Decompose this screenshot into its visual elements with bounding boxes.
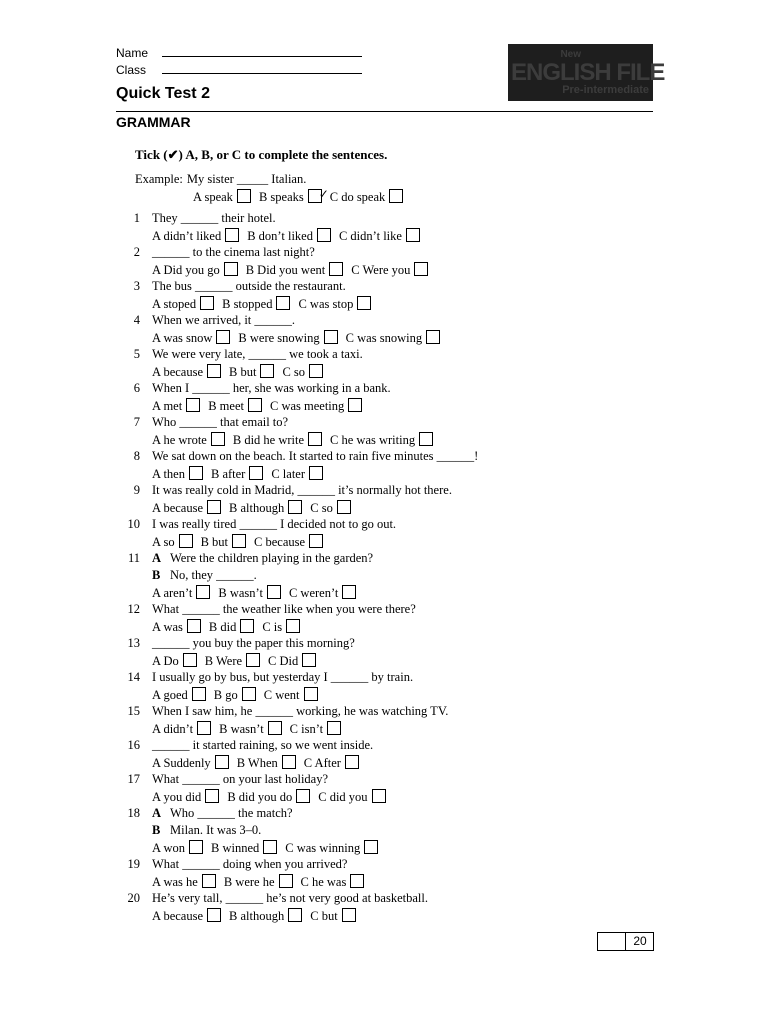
option-label: B although bbox=[229, 909, 285, 923]
answer-checkbox[interactable] bbox=[348, 398, 362, 412]
answer-option[interactable] bbox=[152, 534, 193, 550]
option-label: B although bbox=[229, 501, 285, 515]
options-row bbox=[152, 687, 326, 703]
answer-checkbox[interactable] bbox=[317, 228, 331, 242]
question-number: 5 bbox=[133, 347, 140, 361]
answer-option[interactable] bbox=[238, 330, 337, 346]
option-label: C is bbox=[262, 620, 283, 634]
answer-checkbox[interactable] bbox=[342, 908, 356, 922]
option-label: A speak bbox=[193, 190, 233, 204]
answer-option[interactable] bbox=[152, 466, 203, 482]
answer-option[interactable] bbox=[301, 874, 365, 890]
answer-option[interactable] bbox=[233, 432, 322, 448]
option-label: A because bbox=[152, 365, 204, 379]
option-label: A didn’t liked bbox=[152, 229, 222, 243]
option-label: A Do bbox=[152, 654, 179, 668]
answer-option[interactable] bbox=[152, 619, 201, 635]
answer-option[interactable] bbox=[330, 432, 433, 448]
option-label: A met bbox=[152, 399, 183, 413]
dialog-text: Were the children playing in the garden? bbox=[170, 551, 374, 565]
question-number: 4 bbox=[133, 313, 140, 327]
answer-option[interactable] bbox=[152, 687, 206, 703]
options-row bbox=[152, 364, 331, 380]
answer-option[interactable] bbox=[152, 364, 221, 380]
dialog-line bbox=[152, 823, 261, 838]
title-divider bbox=[116, 111, 653, 112]
option-label: C was snowing bbox=[345, 331, 423, 345]
answer-option[interactable] bbox=[201, 534, 246, 550]
logo-new: New bbox=[560, 49, 581, 60]
answer-checkbox[interactable] bbox=[302, 653, 316, 667]
option-label: B don’t liked bbox=[247, 229, 313, 243]
answer-option[interactable] bbox=[246, 262, 344, 278]
answer-checkbox[interactable] bbox=[364, 840, 378, 854]
option-label: A was snow bbox=[152, 331, 213, 345]
option-label: B after bbox=[210, 467, 246, 481]
answer-option[interactable] bbox=[258, 187, 329, 205]
name-label: Name bbox=[116, 46, 149, 60]
answer-checkbox[interactable] bbox=[304, 687, 318, 701]
answer-checkbox[interactable] bbox=[207, 364, 221, 378]
option-label: A was bbox=[152, 620, 183, 634]
options-row bbox=[152, 840, 386, 856]
answer-checkbox[interactable] bbox=[372, 789, 386, 803]
option-label: C was meeting bbox=[269, 399, 345, 413]
answer-checkbox[interactable] bbox=[186, 398, 200, 412]
answer-option[interactable] bbox=[211, 840, 277, 856]
answer-checkbox[interactable] bbox=[357, 296, 371, 310]
question-stem: What ______ the weather like when you were there? bbox=[152, 602, 416, 616]
question-stem: When we arrived, it ______. bbox=[152, 313, 296, 327]
answer-checkbox[interactable] bbox=[224, 262, 238, 276]
speaker-label: B bbox=[152, 568, 161, 582]
dialog-text: No, they ______. bbox=[170, 568, 257, 582]
speaker-label: A bbox=[152, 551, 162, 565]
question-stem: I usually go by bus, but yesterday I ______ by train. bbox=[152, 670, 414, 684]
class-label: Class bbox=[116, 63, 147, 77]
answer-checkbox[interactable] bbox=[308, 187, 329, 203]
speaker-label: B bbox=[152, 823, 161, 837]
option-label: A Did you go bbox=[152, 263, 220, 277]
answer-checkbox[interactable] bbox=[329, 262, 343, 276]
answer-checkbox[interactable] bbox=[202, 874, 216, 888]
question-number: 18 bbox=[127, 806, 140, 820]
speaker-label: A bbox=[152, 806, 162, 820]
score-box bbox=[597, 932, 654, 951]
options-row bbox=[152, 653, 324, 669]
answer-checkbox[interactable] bbox=[211, 432, 225, 446]
class-line[interactable] bbox=[162, 63, 362, 74]
question-number: 6 bbox=[133, 381, 140, 395]
question-number: 20 bbox=[127, 891, 140, 905]
dialog-line bbox=[152, 551, 373, 566]
example-stem: My sister _____ Italian. bbox=[186, 172, 307, 186]
question-stem: Who ______ that email to? bbox=[152, 415, 289, 429]
answer-checkbox[interactable] bbox=[327, 721, 341, 735]
english-file-logo bbox=[508, 44, 665, 101]
answer-checkbox[interactable] bbox=[240, 619, 254, 633]
answer-option[interactable] bbox=[152, 755, 229, 771]
answer-checkbox[interactable] bbox=[282, 755, 296, 769]
question-stem: When I saw him, he ______ working, he was watching TV. bbox=[152, 704, 449, 718]
answer-option[interactable] bbox=[219, 721, 282, 737]
question-number: 10 bbox=[127, 517, 140, 531]
answer-checkbox[interactable] bbox=[200, 296, 214, 310]
answer-option[interactable] bbox=[152, 262, 238, 278]
tick-icon: ✓ bbox=[318, 187, 329, 201]
answer-checkbox[interactable] bbox=[187, 619, 201, 633]
answer-option[interactable] bbox=[270, 398, 362, 414]
question-number: 9 bbox=[133, 483, 140, 497]
question-number: 19 bbox=[127, 857, 140, 871]
option-label: A because bbox=[152, 501, 204, 515]
question-number: 7 bbox=[133, 415, 140, 429]
question-number: 13 bbox=[127, 636, 140, 650]
name-line[interactable] bbox=[162, 46, 362, 57]
answer-option[interactable] bbox=[229, 364, 274, 380]
option-label: C was winning bbox=[285, 841, 361, 855]
question-stem: ______ it started raining, so we went inside. bbox=[152, 738, 374, 752]
options-row bbox=[152, 908, 364, 924]
dialog-text: Who ______ the match? bbox=[170, 806, 293, 820]
answer-option[interactable] bbox=[318, 789, 385, 805]
question-stem: They ______ their hotel. bbox=[152, 211, 276, 225]
question-number: 16 bbox=[127, 738, 140, 752]
answer-option[interactable] bbox=[205, 653, 260, 669]
question-number: 15 bbox=[127, 704, 140, 718]
answer-option[interactable] bbox=[152, 228, 239, 244]
option-label: A aren’t bbox=[152, 586, 193, 600]
option-label: C but bbox=[310, 909, 338, 923]
answer-checkbox[interactable] bbox=[215, 755, 229, 769]
example-prefix: Example: bbox=[135, 172, 183, 186]
answer-option[interactable] bbox=[152, 653, 197, 669]
answer-option[interactable] bbox=[310, 500, 351, 516]
options-row bbox=[152, 721, 349, 737]
option-label: B Did you went bbox=[245, 263, 326, 277]
option-label: A won bbox=[152, 841, 185, 855]
logo-level: Pre-intermediate bbox=[562, 84, 649, 96]
section-heading: GRAMMAR bbox=[116, 114, 191, 130]
option-label: C didn’t like bbox=[338, 229, 402, 243]
option-label: A so bbox=[152, 535, 175, 549]
option-label: C because bbox=[254, 535, 306, 549]
answer-checkbox[interactable] bbox=[237, 189, 251, 203]
option-label: C went bbox=[263, 688, 300, 702]
class-field[interactable] bbox=[116, 63, 362, 77]
question-stem: He’s very tall, ______ he’s not very good at basketball. bbox=[152, 891, 428, 905]
answer-checkbox[interactable] bbox=[242, 687, 256, 701]
option-label: B did bbox=[208, 620, 237, 634]
page-title: Quick Test 2 bbox=[116, 85, 210, 102]
dialog-text: Milan. It was 3–0. bbox=[170, 823, 262, 837]
option-label: C so bbox=[282, 365, 306, 379]
answer-checkbox[interactable] bbox=[205, 789, 219, 803]
answer-option[interactable] bbox=[152, 398, 200, 414]
option-label: C do speak bbox=[329, 190, 386, 204]
answer-option[interactable] bbox=[351, 262, 428, 278]
answer-checkbox[interactable] bbox=[309, 466, 323, 480]
option-label: C did you bbox=[318, 790, 368, 804]
option-label: A was he bbox=[152, 875, 198, 889]
answer-option[interactable] bbox=[237, 755, 296, 771]
answer-checkbox[interactable] bbox=[288, 908, 302, 922]
answer-option[interactable] bbox=[152, 874, 216, 890]
answer-option[interactable] bbox=[222, 296, 290, 312]
answer-option[interactable] bbox=[229, 500, 302, 516]
option-label: B wasn’t bbox=[219, 722, 264, 736]
option-label: B were he bbox=[223, 875, 275, 889]
answer-checkbox[interactable] bbox=[232, 534, 246, 548]
option-label: A Suddenly bbox=[152, 756, 211, 770]
answer-checkbox[interactable] bbox=[216, 330, 230, 344]
question-number: 12 bbox=[127, 602, 140, 616]
option-label: C was stop bbox=[298, 297, 354, 311]
option-label: C After bbox=[303, 756, 341, 770]
answer-option[interactable] bbox=[227, 789, 310, 805]
option-label: B go bbox=[213, 688, 238, 702]
answer-checkbox[interactable] bbox=[406, 228, 420, 242]
answer-option[interactable] bbox=[193, 189, 251, 205]
answer-checkbox[interactable] bbox=[189, 466, 203, 480]
option-label: B wasn’t bbox=[218, 586, 263, 600]
answer-option[interactable] bbox=[152, 908, 221, 924]
option-label: A then bbox=[152, 467, 185, 481]
answer-checkbox[interactable] bbox=[267, 585, 281, 599]
answer-checkbox[interactable] bbox=[183, 653, 197, 667]
answer-option[interactable] bbox=[152, 840, 203, 856]
answer-checkbox[interactable] bbox=[225, 228, 239, 242]
option-label: A stoped bbox=[152, 297, 197, 311]
answer-checkbox[interactable] bbox=[389, 189, 403, 203]
option-label: B speaks bbox=[258, 190, 304, 204]
question-stem: We were very late, ______ we took a taxi. bbox=[152, 347, 363, 361]
question-stem: We sat down on the beach. It started to rain five minutes ______! bbox=[152, 449, 479, 463]
answer-option[interactable] bbox=[330, 189, 404, 205]
answer-checkbox[interactable] bbox=[197, 721, 211, 735]
answer-option[interactable] bbox=[247, 228, 331, 244]
option-label: B Were bbox=[204, 654, 243, 668]
answer-checkbox[interactable] bbox=[207, 500, 221, 514]
options-row bbox=[152, 432, 441, 448]
question-number: 3 bbox=[133, 279, 140, 293]
answer-option[interactable] bbox=[224, 874, 293, 890]
answer-checkbox[interactable] bbox=[207, 908, 221, 922]
option-label: B but bbox=[229, 365, 257, 379]
question-number: 2 bbox=[133, 245, 140, 259]
options-row bbox=[193, 189, 411, 205]
logo-brand: ENGLISH FILE bbox=[511, 59, 665, 86]
name-field[interactable] bbox=[116, 46, 362, 60]
options-row bbox=[152, 500, 359, 516]
answer-option[interactable] bbox=[152, 500, 221, 516]
answer-option[interactable] bbox=[152, 585, 210, 601]
option-label: C he was bbox=[300, 875, 347, 889]
question-stem: It was really cold in Madrid, ______ it’s normally hot there. bbox=[152, 483, 452, 497]
answer-checkbox[interactable] bbox=[189, 840, 203, 854]
answer-option[interactable] bbox=[310, 908, 355, 924]
question-number: 14 bbox=[127, 670, 140, 684]
answer-option[interactable] bbox=[211, 466, 263, 482]
option-label: B winned bbox=[211, 841, 260, 855]
answer-option[interactable] bbox=[282, 364, 323, 380]
answer-option[interactable] bbox=[304, 755, 359, 771]
options-row bbox=[152, 466, 331, 482]
answer-option[interactable] bbox=[218, 585, 281, 601]
answer-option[interactable] bbox=[152, 330, 230, 346]
option-label: C weren’t bbox=[288, 586, 339, 600]
answer-checkbox[interactable] bbox=[276, 296, 290, 310]
option-label: A because bbox=[152, 909, 204, 923]
answer-option[interactable] bbox=[152, 721, 211, 737]
score-total: 20 bbox=[633, 934, 647, 948]
question-number: 8 bbox=[133, 449, 140, 463]
option-label: A he wrote bbox=[152, 433, 207, 447]
answer-option[interactable] bbox=[339, 228, 420, 244]
answer-checkbox[interactable] bbox=[345, 755, 359, 769]
option-label: C Were you bbox=[351, 263, 411, 277]
answer-option[interactable] bbox=[268, 653, 316, 669]
answer-checkbox[interactable] bbox=[337, 500, 351, 514]
answer-option[interactable] bbox=[208, 398, 262, 414]
question-stem: The bus ______ outside the restaurant. bbox=[152, 279, 346, 293]
option-label: B did he write bbox=[232, 433, 305, 447]
answer-checkbox[interactable] bbox=[196, 585, 210, 599]
answer-checkbox[interactable] bbox=[324, 330, 338, 344]
question-stem: ______ you buy the paper this morning? bbox=[152, 636, 355, 650]
question-number: 1 bbox=[133, 211, 140, 225]
answer-option[interactable] bbox=[285, 840, 378, 856]
option-label: A goed bbox=[152, 688, 188, 702]
options-row bbox=[152, 789, 394, 805]
answer-option[interactable] bbox=[254, 534, 323, 550]
answer-option[interactable] bbox=[264, 687, 318, 703]
score-input[interactable] bbox=[598, 933, 625, 950]
answer-checkbox[interactable] bbox=[246, 653, 260, 667]
answer-option[interactable] bbox=[298, 296, 371, 312]
answer-checkbox[interactable] bbox=[419, 432, 433, 446]
option-label: A didn’t bbox=[152, 722, 194, 736]
options-row bbox=[152, 398, 370, 414]
answer-checkbox[interactable] bbox=[279, 874, 293, 888]
question-stem: I was really tired ______ I decided not to go out. bbox=[152, 517, 397, 531]
answer-option[interactable] bbox=[346, 330, 440, 346]
answer-checkbox[interactable] bbox=[309, 534, 323, 548]
answer-checkbox[interactable] bbox=[296, 789, 310, 803]
question-number: 17 bbox=[127, 772, 140, 786]
option-label: C he was writing bbox=[330, 433, 416, 447]
answer-option[interactable] bbox=[152, 296, 214, 312]
answer-checkbox[interactable] bbox=[263, 840, 277, 854]
option-label: B did you do bbox=[227, 790, 293, 804]
answer-checkbox[interactable] bbox=[350, 874, 364, 888]
answer-checkbox[interactable] bbox=[260, 364, 274, 378]
answer-checkbox[interactable] bbox=[268, 721, 282, 735]
answer-checkbox[interactable] bbox=[286, 619, 300, 633]
dialog-line bbox=[152, 806, 293, 821]
question-number: 11 bbox=[127, 551, 140, 565]
question-stem: What ______ on your last holiday? bbox=[152, 772, 329, 786]
score-divider bbox=[625, 933, 626, 950]
option-label: C Did bbox=[268, 654, 299, 668]
answer-option[interactable] bbox=[271, 466, 323, 482]
answer-checkbox[interactable] bbox=[192, 687, 206, 701]
question-stem: When I ______ her, she was working in a bank. bbox=[152, 381, 391, 395]
answer-checkbox[interactable] bbox=[308, 432, 322, 446]
option-label: C isn’t bbox=[289, 722, 324, 736]
answer-option[interactable] bbox=[214, 687, 256, 703]
options-row bbox=[152, 296, 379, 312]
answer-checkbox[interactable] bbox=[249, 466, 263, 480]
options-row bbox=[152, 534, 331, 550]
answer-checkbox[interactable] bbox=[414, 262, 428, 276]
answer-checkbox[interactable] bbox=[309, 364, 323, 378]
option-label: B meet bbox=[208, 399, 244, 413]
answer-checkbox[interactable] bbox=[248, 398, 262, 412]
answer-checkbox[interactable] bbox=[179, 534, 193, 548]
option-label: C later bbox=[271, 467, 306, 481]
answer-option[interactable] bbox=[289, 585, 356, 601]
question-stem: What ______ doing when you arrived? bbox=[152, 857, 348, 871]
options-row bbox=[152, 228, 428, 244]
option-label: C so bbox=[310, 501, 333, 515]
options-row bbox=[152, 330, 448, 346]
answer-option[interactable] bbox=[290, 721, 341, 737]
instructions: Tick (✔) A, B, or C to complete the sentences. bbox=[135, 147, 388, 162]
option-label: A you did bbox=[152, 790, 202, 804]
dialog-line bbox=[152, 568, 257, 583]
answer-checkbox[interactable] bbox=[342, 585, 356, 599]
answer-option[interactable] bbox=[229, 908, 302, 924]
option-label: B When bbox=[236, 756, 278, 770]
options-row bbox=[152, 874, 372, 890]
option-label: B stopped bbox=[222, 297, 273, 311]
options-row bbox=[152, 755, 367, 771]
answer-checkbox[interactable] bbox=[426, 330, 440, 344]
answer-option[interactable] bbox=[262, 619, 300, 635]
options-row bbox=[152, 262, 436, 278]
option-label: B but bbox=[200, 535, 229, 549]
answer-option[interactable] bbox=[209, 619, 254, 635]
question-stem: ______ to the cinema last night? bbox=[152, 245, 315, 259]
example-stem-line bbox=[135, 172, 306, 187]
options-row bbox=[152, 585, 364, 601]
options-row bbox=[152, 619, 308, 635]
answer-checkbox[interactable] bbox=[288, 500, 302, 514]
option-label: B were snowing bbox=[238, 331, 320, 345]
answer-option[interactable] bbox=[152, 432, 225, 448]
answer-option[interactable] bbox=[152, 789, 219, 805]
